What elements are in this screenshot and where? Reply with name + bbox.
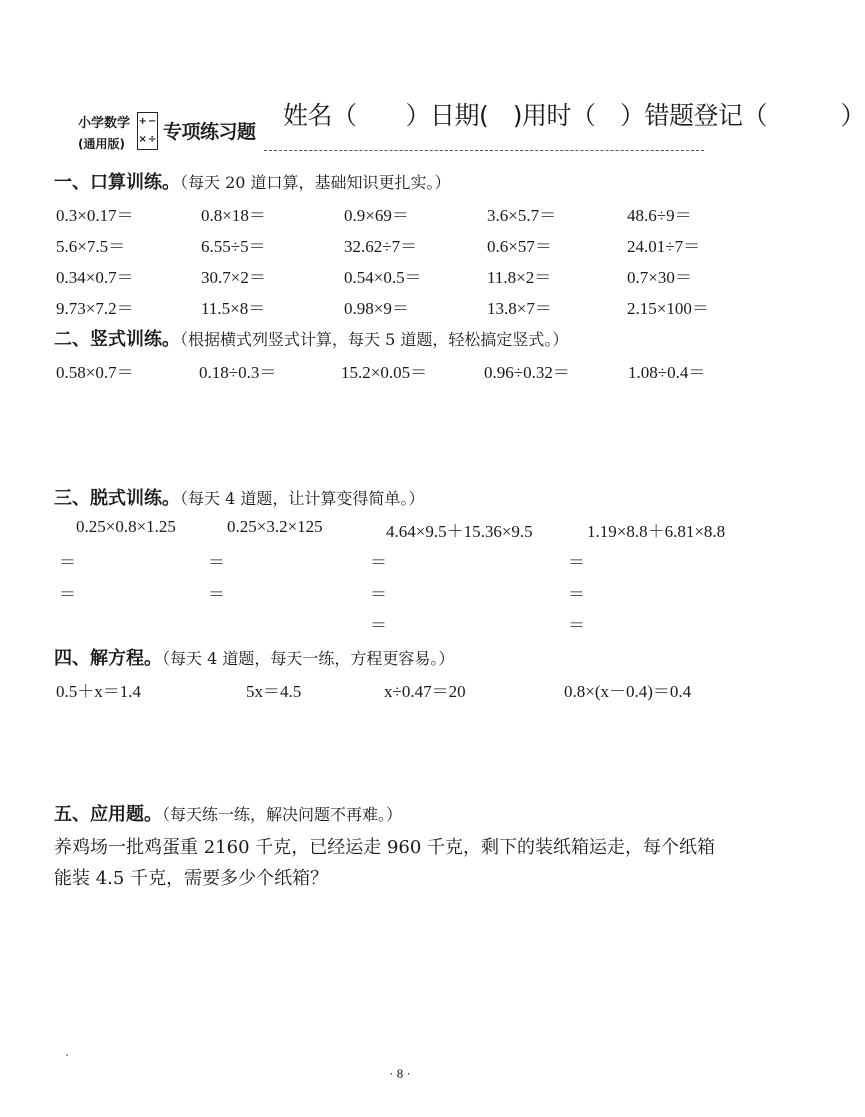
equals-sign: ＝	[568, 616, 585, 635]
header-divider	[264, 150, 704, 151]
section5-note: （每天练一练，解决问题不再难。）	[162, 805, 403, 824]
equals-sign: ＝	[370, 616, 387, 635]
oral-problem: 24.01÷7＝	[627, 237, 701, 256]
equation: 0.5＋x＝1.4	[56, 682, 141, 701]
oral-problem: 9.73×7.2＝	[56, 299, 134, 318]
divide-icon: ÷	[148, 134, 157, 145]
stepwise-problem: 4.64×9.5＋15.36×9.5	[386, 522, 533, 541]
oral-problem: 13.8×7＝	[487, 299, 552, 318]
student-info-fields: 姓名（ ）日期( )用时（ ）错题登记（ ）	[283, 101, 865, 130]
vertical-problem: 0.96÷0.32＝	[484, 363, 570, 382]
plus-icon: +	[138, 116, 147, 127]
section1-heading	[54, 168, 451, 194]
equation: x÷0.47＝20	[384, 682, 466, 701]
equals-sign: ＝	[568, 553, 585, 572]
minus-icon: −	[148, 116, 157, 127]
vertical-problem: 0.58×0.7＝	[56, 363, 134, 382]
scan-mark	[66, 1054, 68, 1056]
times-icon: ×	[138, 134, 147, 145]
vertical-problem: 15.2×0.05＝	[341, 363, 428, 382]
oral-problem: 11.5×8＝	[201, 299, 266, 318]
equals-sign: ＝	[208, 553, 225, 572]
oral-problem: 6.55÷5＝	[201, 237, 266, 256]
oral-problem: 0.6×57＝	[487, 237, 552, 256]
stepwise-problem: 1.19×8.8＋6.81×8.8	[587, 522, 726, 541]
section2-note: （根据横式列竖式计算，每天 5 道题，轻松搞定竖式。）	[180, 330, 569, 349]
operators-icon	[137, 112, 158, 150]
brand-edition: (通用版)	[78, 137, 125, 151]
section5-heading	[54, 800, 402, 826]
section1-note: （每天 20 道口算，基础知识更扎实。）	[180, 173, 451, 192]
oral-problem: 48.6÷9＝	[627, 206, 692, 225]
section3-title: 三、脱式训练。	[54, 488, 180, 509]
stepwise-problem: 0.25×3.2×125	[227, 517, 323, 536]
equals-sign: ＝	[370, 553, 387, 572]
brand-subject: 小学数学	[78, 116, 131, 131]
section4-heading	[54, 644, 454, 670]
oral-problem: 32.62÷7＝	[344, 237, 418, 256]
word-problem-line: 能装 4.5 千克，需要多少个纸箱？	[54, 868, 329, 889]
equation: 5x＝4.5	[246, 682, 302, 701]
equals-sign: ＝	[370, 585, 387, 604]
oral-problem: 0.98×9＝	[344, 299, 409, 318]
page-number: · 8 ·	[389, 1066, 411, 1081]
vertical-problem: 1.08÷0.4＝	[628, 363, 706, 382]
oral-problem: 0.9×69＝	[344, 206, 409, 225]
equals-sign: ＝	[59, 585, 76, 604]
oral-problem: 30.7×2＝	[201, 268, 266, 287]
section4-title: 四、解方程。	[54, 648, 162, 669]
equals-sign: ＝	[208, 585, 225, 604]
oral-problem: 0.7×30＝	[627, 268, 692, 287]
oral-problem: 0.3×0.17＝	[56, 206, 134, 225]
equals-sign: ＝	[59, 553, 76, 572]
section5-title: 五、应用题。	[54, 804, 162, 825]
oral-problem: 0.54×0.5＝	[344, 268, 422, 287]
section3-heading	[54, 484, 424, 510]
oral-problem: 0.34×0.7＝	[56, 268, 134, 287]
equals-sign: ＝	[568, 585, 585, 604]
series-title: 专项练习题	[163, 121, 256, 143]
section4-note: （每天 4 道题，每天一练，方程更容易。）	[162, 649, 455, 668]
oral-problem: 5.6×7.5＝	[56, 237, 126, 256]
equation: 0.8×(x－0.4)＝0.4	[564, 682, 692, 701]
section2-heading	[54, 325, 568, 351]
stepwise-problem: 0.25×0.8×1.25	[76, 517, 176, 536]
oral-problem: 2.15×100＝	[627, 299, 709, 318]
section3-note: （每天 4 道题，让计算变得简单。）	[180, 489, 425, 508]
oral-problem: 11.8×2＝	[487, 268, 552, 287]
oral-problem: 3.6×5.7＝	[487, 206, 557, 225]
vertical-problem: 0.18÷0.3＝	[199, 363, 277, 382]
section2-title: 二、竖式训练。	[54, 329, 180, 350]
word-problem-line: 养鸡场一批鸡蛋重 2160 千克，已经运走 960 千克，剩下的装纸箱运走，每个纸箱	[54, 837, 716, 858]
oral-problem: 0.8×18＝	[201, 206, 266, 225]
section1-title: 一、口算训练。	[54, 172, 180, 193]
